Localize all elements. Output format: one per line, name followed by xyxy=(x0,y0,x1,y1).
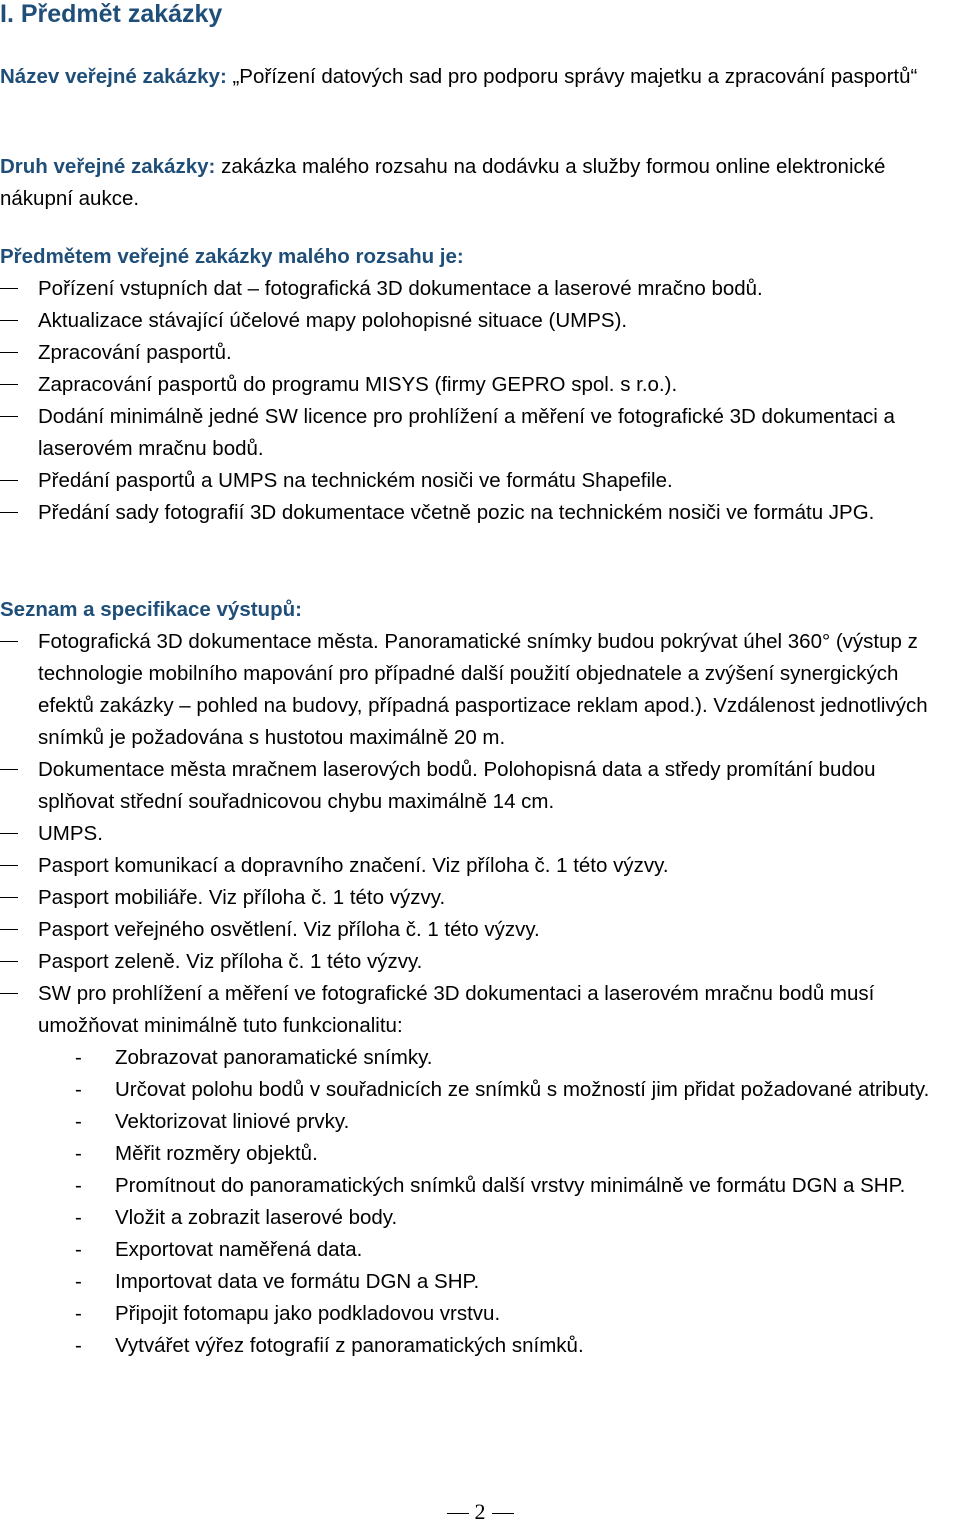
page-number: 2 xyxy=(474,1499,486,1524)
hyphen-bullet: - xyxy=(75,1334,82,1357)
sub-list-item: - Připojit fotomapu jako podkladovou vrstvu. xyxy=(0,1298,955,1330)
list-item: Předání pasportů a UMPS na technickém nosiči ve formátu Shapefile. xyxy=(0,465,955,497)
dash-bullet-icon xyxy=(0,961,18,962)
sub-list-item: - Importovat data ve formátu DGN a SHP. xyxy=(0,1266,955,1298)
contract-type-label: Druh veřejné zakázky: xyxy=(0,155,216,178)
dash-bullet-icon xyxy=(0,897,18,898)
dash-bullet-icon xyxy=(0,865,18,866)
dash-bullet-icon xyxy=(0,416,18,417)
functionality-list xyxy=(0,1042,955,1362)
outputs-section xyxy=(0,594,955,1362)
sub-list-item: - Vektorizovat liniové prvky. xyxy=(0,1106,955,1138)
hyphen-bullet: - xyxy=(75,1302,82,1325)
hyphen-bullet: - xyxy=(75,1110,82,1133)
list-item: Pasport veřejného osvětlení. Viz příloha č. 1 této výzvy. xyxy=(0,914,955,946)
list-item: Pasport komunikací a dopravního značení. Viz příloha č. 1 této výzvy. xyxy=(0,850,955,882)
dash-bullet-icon xyxy=(0,384,18,385)
list-item: UMPS. xyxy=(0,818,955,850)
footer-dash-right xyxy=(492,1513,514,1514)
outputs-title: Seznam a specifikace výstupů: xyxy=(0,598,302,621)
hyphen-bullet: - xyxy=(75,1046,82,1069)
dash-bullet-icon xyxy=(0,993,18,994)
sub-list-item: - Určovat polohu bodů v souřadnicích ze snímků s možností jim přidat požadované atributy. xyxy=(0,1074,955,1106)
contract-name-value: „Pořízení datových sad pro podporu správy majetku a zpracování pasportů“ xyxy=(232,65,918,88)
list-item: Zapracování pasportů do programu MISYS (firmy GEPRO spol. s r.o.). xyxy=(0,369,955,401)
sub-list-item: - Vytvářet výřez fotografií z panoramatických snímků. xyxy=(0,1330,955,1362)
subject-title: Předmětem veřejné zakázky malého rozsahu je: xyxy=(0,245,464,268)
page-footer xyxy=(0,1496,960,1528)
hyphen-bullet: - xyxy=(75,1174,82,1197)
sub-list-item: - Vložit a zobrazit laserové body. xyxy=(0,1202,955,1234)
list-item: Pořízení vstupních dat – fotografická 3D dokumentace a laserové mračno bodů. xyxy=(0,273,955,305)
list-item: Aktualizace stávající účelové mapy polohopisné situace (UMPS). xyxy=(0,305,955,337)
footer-dash-left xyxy=(447,1513,469,1514)
contract-type-value: zakázka malého rozsahu na dodávku a služby formou online elektronické nákupní aukce. xyxy=(0,155,886,210)
dash-bullet-icon xyxy=(0,288,18,289)
dash-bullet-icon xyxy=(0,929,18,930)
hyphen-bullet: - xyxy=(75,1142,82,1165)
list-item: Zpracování pasportů. xyxy=(0,337,955,369)
contract-name-label: Název veřejné zakázky: xyxy=(0,65,227,88)
dash-bullet-icon xyxy=(0,320,18,321)
subject-section xyxy=(0,241,955,529)
sub-list-item: - Exportovat naměřená data. xyxy=(0,1234,955,1266)
list-item: SW pro prohlížení a měření ve fotografické 3D dokumentaci a laserovém mračnu bodů musí umožňovat minimálně tuto funkcionalitu: - Zobrazovat panoramatické snímky. - Určovat polohu bodů v souřadnicích ze snímků s možností jim přidat požadované atributy. - Vektorizovat liniové prvky. - Měřit rozměry objektů. - Promítnout do panoramatických snímků další vrstvy minimálně ve formátu DGN a SHP. - Vložit a zobrazit laserové body. - Exportovat naměřená data. - Importovat data ve formátu DGN a SHP. - Připojit fotomapu jako podkladovou vrstvu. - Vytvářet výřez fotografií z panoramatických snímků. xyxy=(0,978,955,1362)
section-heading: I. Předmět zakázky xyxy=(0,0,223,28)
outputs-list xyxy=(0,626,955,1362)
list-item: Pasport zeleně. Viz příloha č. 1 této výzvy. xyxy=(0,946,955,978)
hyphen-bullet: - xyxy=(75,1238,82,1261)
subject-list xyxy=(0,273,955,529)
dash-bullet-icon xyxy=(0,641,18,642)
dash-bullet-icon xyxy=(0,352,18,353)
contract-type-paragraph xyxy=(0,151,955,215)
sub-list-item: - Měřit rozměry objektů. xyxy=(0,1138,955,1170)
dash-bullet-icon xyxy=(0,480,18,481)
dash-bullet-icon xyxy=(0,512,18,513)
sub-list-item: - Zobrazovat panoramatické snímky. xyxy=(0,1042,955,1074)
list-item: Dodání minimálně jedné SW licence pro prohlížení a měření ve fotografické 3D dokumentaci a laserovém mračnu bodů. xyxy=(0,401,955,465)
list-item: Fotografická 3D dokumentace města. Panoramatické snímky budou pokrývat úhel 360° (výstup z technologie mobilního mapování pro případné další použití objednatele a zvýšení synergických efektů zakázky – pohled na budovy, případná pasportizace reklam apod.). Vzdálenost jednotlivých snímků je požadována s hustotou maximálně 20 m. xyxy=(0,626,955,754)
dash-bullet-icon xyxy=(0,833,18,834)
hyphen-bullet: - xyxy=(75,1270,82,1293)
list-item: Pasport mobiliáře. Viz příloha č. 1 této výzvy. xyxy=(0,882,955,914)
list-item: Předání sady fotografií 3D dokumentace včetně pozic na technickém nosiči ve formátu JPG. xyxy=(0,497,955,529)
contract-name-paragraph xyxy=(0,61,955,93)
sub-list-item: - Promítnout do panoramatických snímků další vrstvy minimálně ve formátu DGN a SHP. xyxy=(0,1170,955,1202)
list-item: Dokumentace města mračnem laserových bodů. Polohopisná data a středy promítání budou splňovat střední souřadnicovou chybu maximálně 14 cm. xyxy=(0,754,955,818)
dash-bullet-icon xyxy=(0,769,18,770)
hyphen-bullet: - xyxy=(75,1078,82,1101)
hyphen-bullet: - xyxy=(75,1206,82,1229)
